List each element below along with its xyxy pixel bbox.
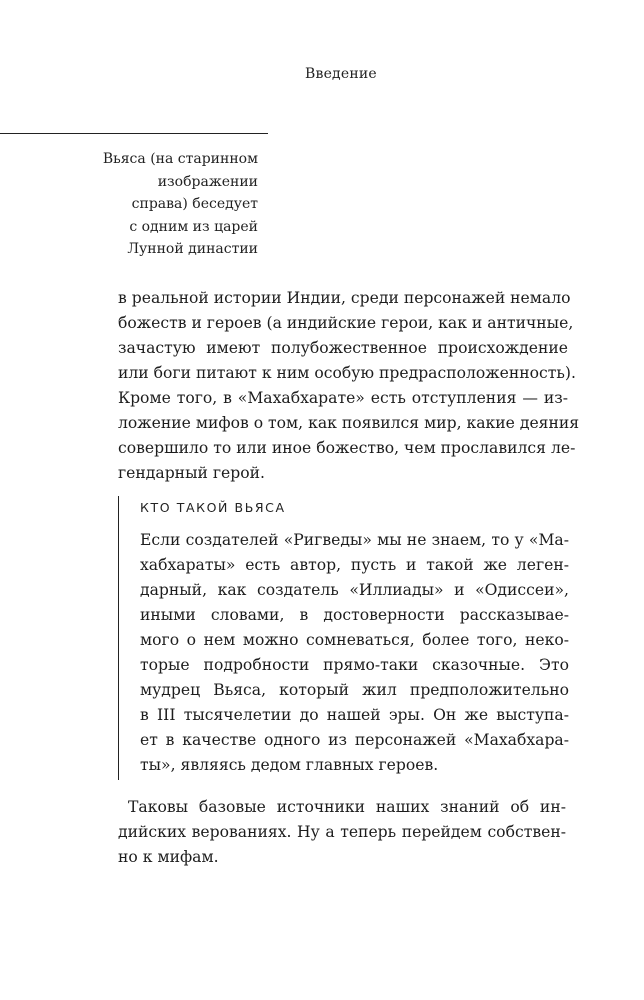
caption-line: изображении: [157, 173, 258, 190]
body-paragraph: [118, 286, 580, 486]
text-line: хабхараты» есть автор, пусть и такой же леген-: [140, 556, 569, 574]
text-line: Таковы базовые источники наших знаний об ин-: [128, 798, 566, 816]
text-line: Кроме того, в «Махабхарате» есть отступления — из-: [118, 389, 568, 407]
text-line: дийских верованиях. Ну а теперь перейдем собствен-: [118, 823, 566, 841]
caption-line: справа) беседует: [131, 196, 258, 212]
closing-paragraph: [118, 795, 566, 870]
text-line: Если создателей «Ригведы» мы не знаем, то у «Ма-: [140, 531, 569, 549]
text-line: иными словами, в достоверности рассказывае-: [140, 606, 569, 624]
caption-line: Вьяса (на старинном: [102, 151, 258, 167]
text-line: мудрец Вьяса, который жил предположительно: [140, 681, 569, 699]
text-line: но к мифам.: [118, 848, 219, 866]
text-line: ет в качестве одного из персонажей «Махабхара-: [140, 731, 569, 749]
caption-line: Лунной династии: [127, 241, 258, 257]
text-line: мого о нем можно сомневаться, более того, неко-: [140, 631, 569, 649]
text-line: ложение мифов о том, как появился мир, какие деяния: [118, 414, 580, 432]
sidebar-box: [118, 496, 569, 780]
text-line: совершило то или иное божество, чем прославился ле-: [118, 439, 576, 457]
text-line: торые подробности прямо-таки сказочные. Это: [140, 656, 569, 674]
text-line: или боги питают к ним особую предрасположенность).: [118, 364, 576, 382]
text-line: в III тысячелетии до нашей эры. Он же выступа-: [140, 706, 569, 724]
text-line: ты», являясь дедом главных героев.: [140, 756, 439, 774]
text-line: гендарный герой.: [118, 464, 265, 482]
text-line: дарный, как создатель «Иллиады» и «Одиссеи»,: [140, 581, 569, 599]
caption-rule: [0, 133, 268, 134]
caption-line: с одним из царей: [129, 218, 258, 235]
text-line: зачастую имеют полубожественное происхождение: [118, 339, 568, 357]
running-head: Введение: [305, 66, 377, 82]
sidebar-body: [140, 528, 569, 778]
sidebar-heading: КТО ТАКОЙ ВЬЯСА: [140, 500, 286, 515]
text-line: божеств и героев (а индийские герои, как и античные,: [118, 314, 574, 332]
text-line: в реальной истории Индии, среди персонажей немало: [118, 289, 571, 307]
image-caption: [78, 148, 258, 261]
